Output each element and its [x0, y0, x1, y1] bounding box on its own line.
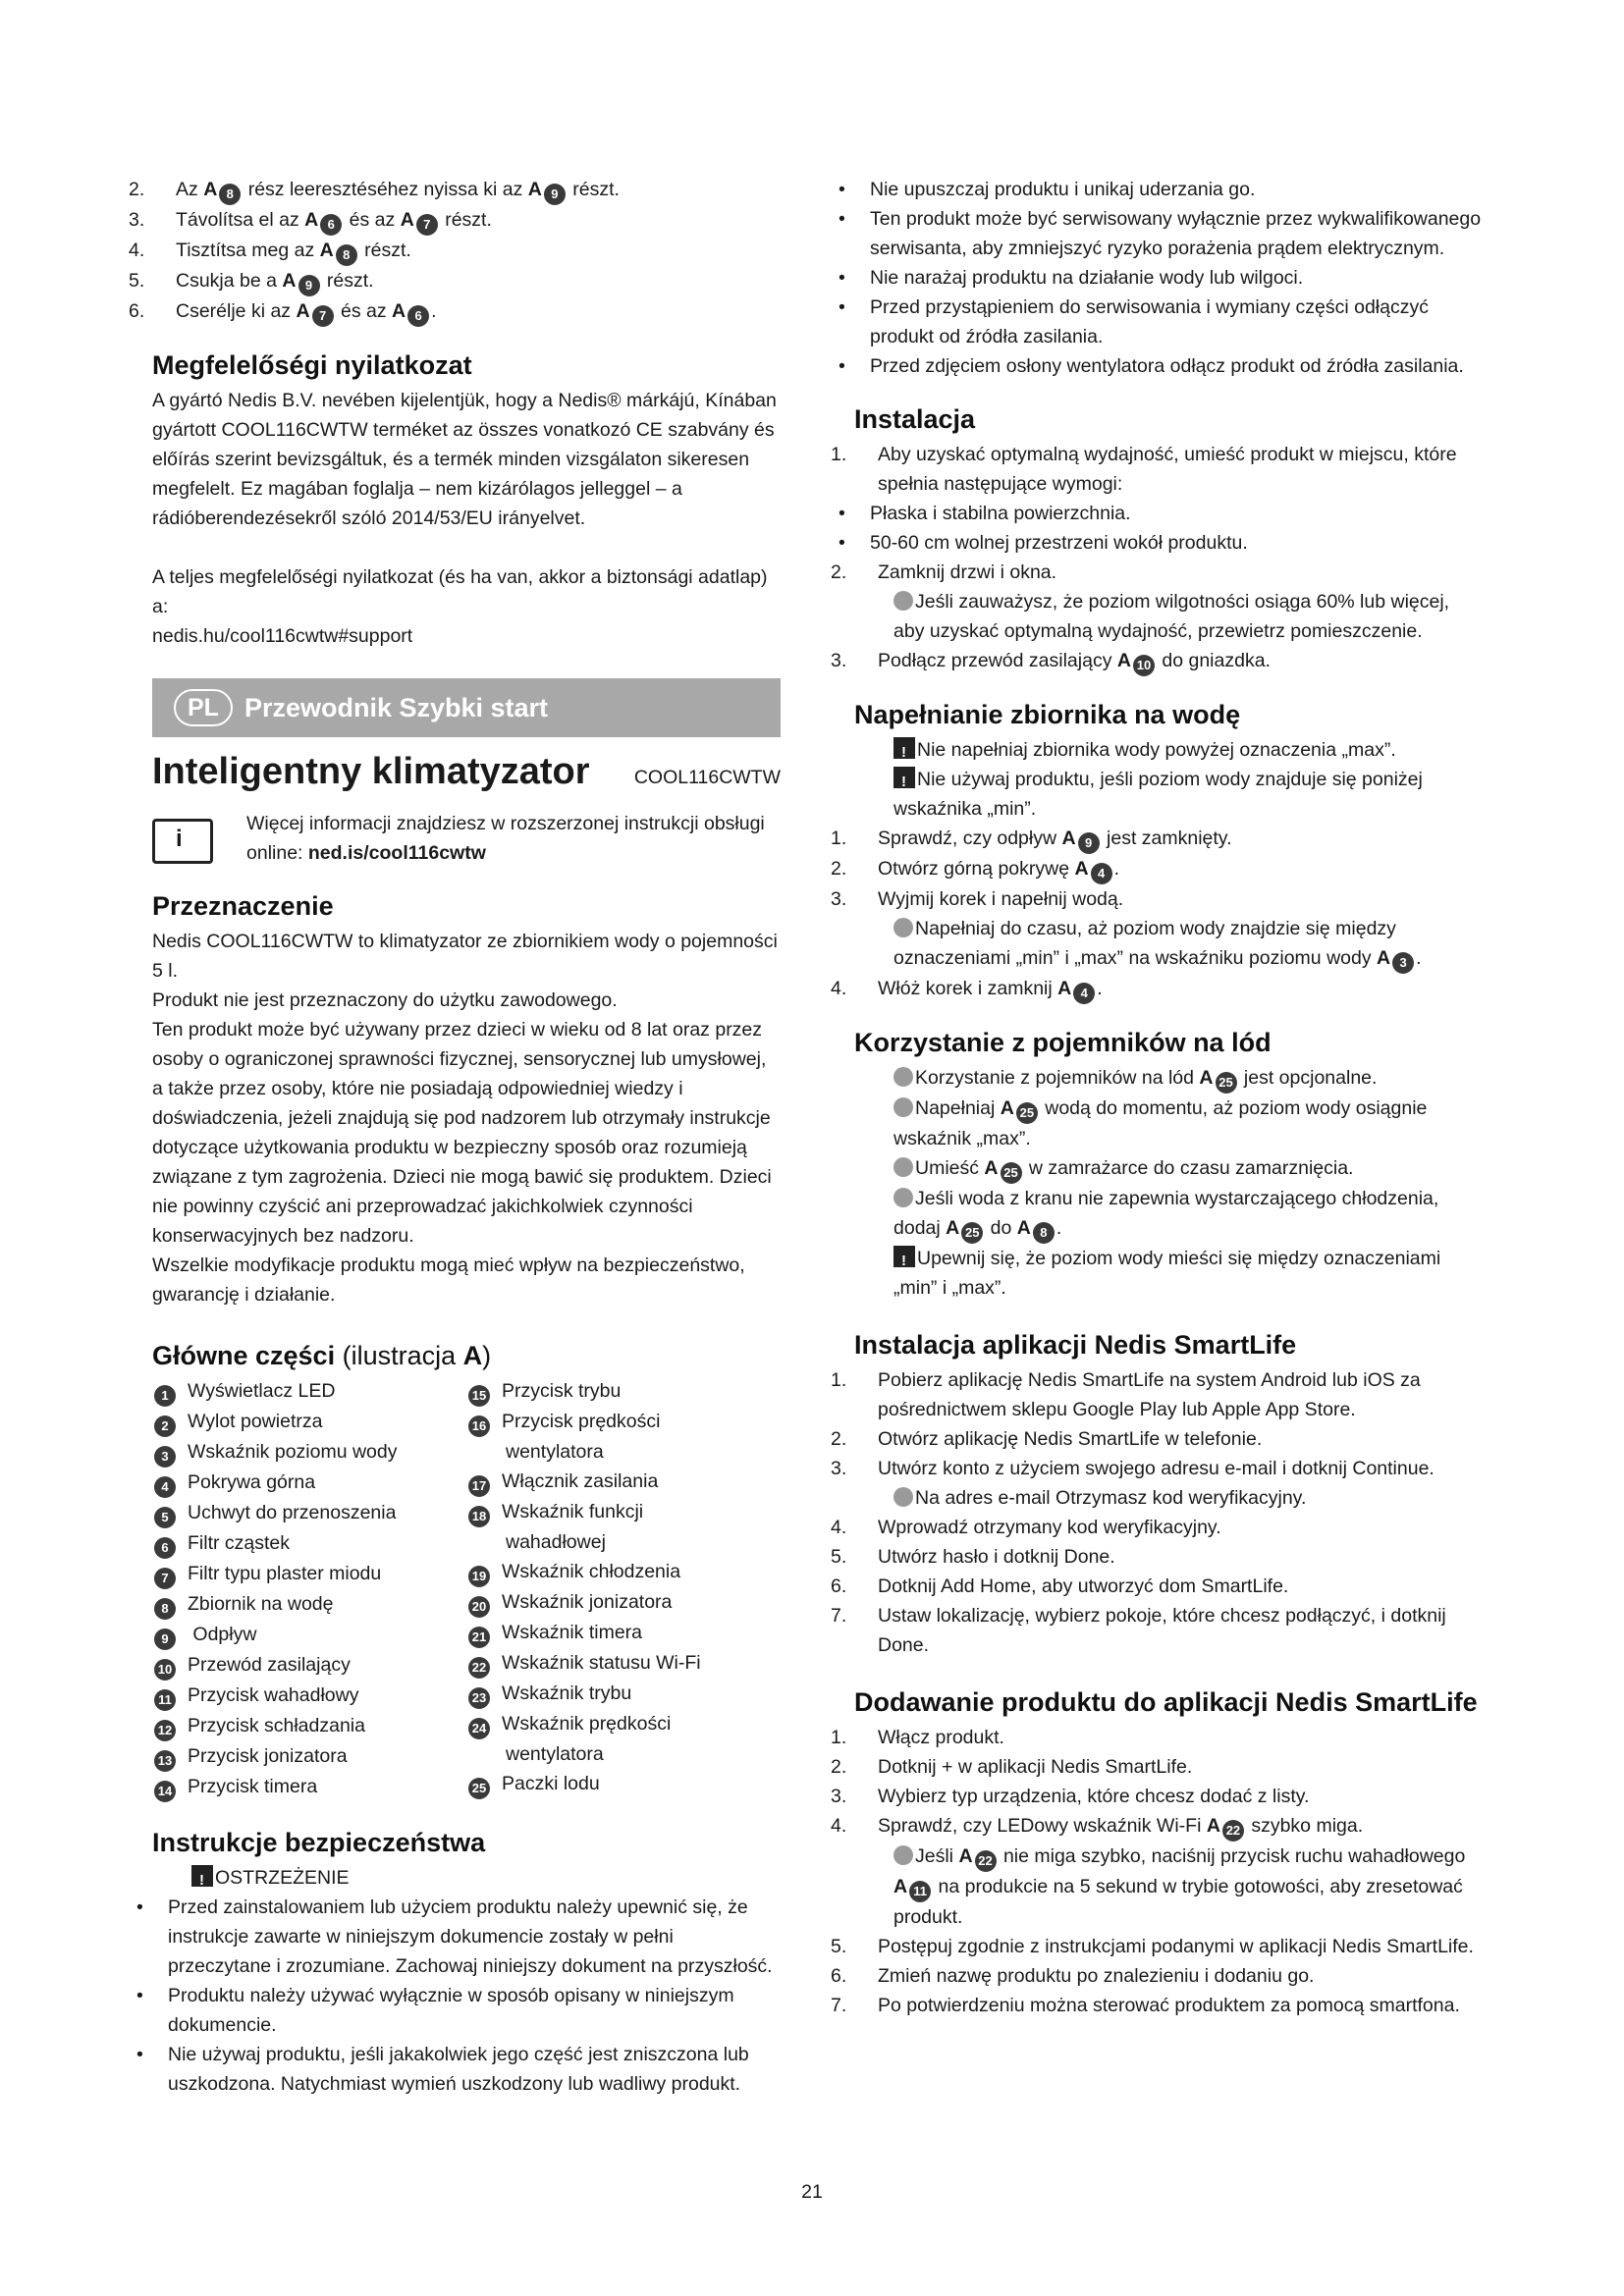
list-item: 2. Az A 8 rész leeresztéséhez nyissa ki az A 9 részt.	[152, 175, 781, 205]
safety-heading: Instrukcje bezpieczeństwa	[152, 1828, 486, 1857]
model-number: COOL116CWTW	[633, 767, 781, 788]
note: Jeśli zauważysz, że poziom wilgotności osiąga 60% lub więcej, aby uzyskać optymalną wydajność, przewietrz pomieszczenie.	[893, 591, 1450, 642]
right-column	[831, 175, 1483, 2020]
purpose-text: Wszelkie modyfikacje produktu mogą mieć wpływ na bezpieczeństwo, gwarancję i działanie.	[152, 1255, 745, 1306]
purpose-text: Nedis COOL116CWTW to klimatyzator ze zbiornikiem wody o pojemności 5 l.	[152, 931, 778, 982]
list-item: 1. Aby uzyskać optymalną wydajność, umieść produkt w miejscu, które spełnia następujące wymogi:	[831, 444, 1457, 495]
part-item-cont: wahadłowej	[506, 1531, 606, 1553]
note: Korzystanie z pojemników na lód A 25 jest opcjonalne.	[854, 1063, 1483, 1094]
purpose-heading: Przeznaczenie	[152, 891, 334, 921]
part-item: 12 Przycisk schładzania	[152, 1711, 466, 1741]
note: Napełniaj A 25 wodą do momentu, aż poziom wody osiągnie wskaźnik „max”.	[893, 1097, 1428, 1149]
part-number-icon: 4	[1073, 983, 1095, 1004]
part-number-icon: 25	[1001, 1162, 1022, 1184]
list-item: • Nie używaj produktu, jeśli jakakolwiek jego część jest zniszczona lub uszkodzona. Natychmiast wymień uszkodzony lub wadliwy produkt.	[152, 2040, 781, 2099]
part-number-icon: 9	[298, 275, 320, 296]
part-item: 11 Przycisk wahadłowy	[152, 1681, 466, 1711]
safety-list-cont	[854, 175, 1483, 381]
part-item: 14 Przycisk timera	[152, 1772, 466, 1802]
part-number-icon: 22	[1222, 1820, 1244, 1842]
list-item: 3. Távolítsa el az A 6 és az A 7 részt.	[152, 205, 781, 236]
list-item: 6. Dotknij Add Home, aby utworzyć dom SmartLife.	[831, 1575, 1289, 1597]
purpose-text: Produkt nie jest przeznaczony do użytku zawodowego.	[152, 989, 618, 1011]
part-number-icon: 5	[154, 1507, 176, 1528]
note-icon	[893, 1067, 913, 1087]
app-steps-2	[831, 1513, 1483, 1660]
parts-column-left	[152, 1376, 466, 1802]
part-item: 23 Wskaźnik trybu	[466, 1679, 781, 1709]
part-number-icon: 21	[468, 1627, 490, 1648]
note-icon	[893, 1845, 913, 1865]
list-item: • Płaska i stabilna powierzchnia.	[854, 499, 1483, 528]
part-item: 22 Wskaźnik statusu Wi-Fi	[466, 1648, 781, 1679]
part-number-icon: 15	[468, 1385, 490, 1407]
part-item: 2 Wylot powietrza	[152, 1407, 466, 1437]
part-item: 4 Pokrywa górna	[152, 1468, 466, 1498]
part-number-icon: 7	[416, 214, 438, 236]
note-icon	[893, 1157, 913, 1177]
part-item: 20 Wskaźnik jonizatora	[466, 1587, 781, 1618]
section-banner	[152, 678, 781, 737]
part-number-icon: 8	[219, 184, 241, 205]
part-number-icon: 14	[154, 1781, 176, 1802]
warning-label: !OSTRZEŻENIE	[152, 1863, 781, 1893]
part-item: 1 Wyświetlacz LED	[152, 1376, 466, 1407]
part-item: 8 Zbiornik na wodę	[152, 1589, 466, 1620]
part-item: 25 Paczki lodu	[466, 1769, 781, 1799]
list-item: 2. Zamknij drzwi i okna.	[831, 561, 1057, 583]
part-number-icon: 20	[468, 1596, 490, 1618]
title-row	[152, 751, 781, 793]
part-item: 6 Filtr cząstek	[152, 1528, 466, 1559]
purpose-text: Ten produkt może być używany przez dzieci w wieku od 8 lat oraz przez osoby o ograniczonej sprawności fizycznej, sensorycznej lub umysłowej, a także przez osoby, które nie posiadają odpowiedniej wiedzy i doświadczenia, jeżeli znajdują się pod nadzorem lub otrzymały instrukcje dotyczące użytkowania produktu w bezpieczny sposób oraz rozumieją związane z tym zagrożenia. Dzieci nie mogą bawić się produktem. Dzieci nie powinny czyścić ani przeprowadzać jakichkolwiek czynności konserwacyjnych bez nadzoru.	[152, 1019, 772, 1247]
list-item: 7. Po potwierdzeniu można sterować produktem za pomocą smartfona.	[831, 1995, 1460, 2016]
part-number-icon: 25	[1016, 1102, 1038, 1124]
add-heading: Dodawanie produktu do aplikacji Nedis SmartLife	[854, 1687, 1478, 1717]
part-number-icon: 10	[1133, 655, 1155, 676]
part-number-icon: 9	[544, 184, 566, 205]
list-item: 4. Sprawdź, czy LEDowy wskaźnik Wi-Fi A 22 szybko miga.	[854, 1811, 1483, 1842]
list-item: 6. Zmień nazwę produktu po znalezieniu i dodaniu go.	[831, 1965, 1315, 1987]
note-icon	[893, 591, 913, 611]
list-item: 4. Włóż korek i zamknij A 4 .	[854, 974, 1483, 1004]
part-number-icon: 7	[312, 305, 334, 327]
warning: !Nie używaj produktu, jeśli poziom wody znajduje się poniżej wskaźnika „min”.	[854, 765, 1483, 824]
warning-icon	[893, 767, 915, 788]
part-number-icon: 4	[154, 1476, 176, 1498]
note: Napełniaj do czasu, aż poziom wody znajdzie się między oznaczeniami „min” i „max” na wskaźniku poziomu wody A 3 .	[854, 914, 1483, 974]
add-steps-2	[831, 1932, 1483, 2020]
page-number: 21	[801, 2181, 823, 2203]
note: Jeśli woda z kranu nie zapewnia wystarczającego chłodzenia, dodaj A 25 do A 8 .	[854, 1184, 1483, 1244]
hu-steps	[129, 175, 781, 327]
part-item: 5 Uchwyt do przenoszenia	[152, 1498, 466, 1528]
list-item: 2. Otwórz górną pokrywę A 4 .	[854, 854, 1483, 884]
part-number-icon: 6	[320, 214, 342, 236]
part-number-icon: 17	[468, 1475, 490, 1497]
list-item: 2. Dotknij + w aplikacji Nedis SmartLife.	[831, 1756, 1193, 1778]
note-icon	[893, 1097, 913, 1117]
warning: !Nie napełniaj zbiornika wody powyżej oznaczenia „max”.	[854, 735, 1483, 765]
part-number-icon: 8	[1033, 1222, 1055, 1244]
list-item: 1. Włącz produkt.	[831, 1727, 1004, 1748]
part-number-icon: 8	[336, 244, 357, 266]
part-item: 16 Przycisk prędkości	[466, 1407, 781, 1437]
list-item: 4. Wprowadź otrzymany kod weryfikacyjny.	[831, 1517, 1221, 1538]
part-item: 24 Wskaźnik prędkości	[466, 1709, 781, 1739]
part-number-icon: 6	[154, 1537, 176, 1559]
conformity-heading: Megfelelőségi nyilatkozat	[152, 350, 472, 380]
info-text: Więcej informacji znajdziesz w rozszerzonej instrukcji obsługi online: ned.is/cool116cwtw	[246, 813, 765, 864]
part-number-icon: 13	[154, 1750, 176, 1772]
list-item: • Przed zainstalowaniem lub użyciem produktu należy upewnić się, że instrukcje zawarte w niniejszym dokumencie zostały w pełni przeczytane i zrozumiane. Zachowaj niniejszy dokument na przyszłość.	[152, 1893, 781, 1981]
list-item: 7. Ustaw lokalizację, wybierz pokoje, które chcesz podłączyć, i dotknij Done.	[831, 1605, 1446, 1656]
part-item-cont: wentylatora	[506, 1743, 604, 1765]
part-number-icon: 18	[468, 1506, 490, 1527]
part-number-icon: 23	[468, 1687, 490, 1709]
part-number-icon: 10	[154, 1659, 176, 1681]
part-item: 13 Przycisk jonizatora	[152, 1741, 466, 1772]
part-item: 17 Włącznik zasilania	[466, 1467, 781, 1497]
list-item: 3. Utwórz konto z użyciem swojego adresu e-mail i dotknij Continue.	[831, 1458, 1435, 1479]
conformity-text: A gyártó Nedis B.V. nevében kijelentjük, hogy a Nedis® márkájú, Kínában gyártott COOL116CWTW terméket az összes vonatkozó CE szabvány és előírás szerint bevizsgáltuk, és a termék minden vizsgálaton sikeresen megfelelt. Ez magában foglalja – nem kizárólagos jelleggel – a rádióberendezésekről szóló 2014/53/EU irányelvet.	[152, 390, 777, 529]
note-icon	[893, 918, 913, 937]
warning: !Upewnij się, że poziom wody mieści się między oznaczeniami „min” i „max”.	[854, 1244, 1483, 1303]
left-column	[129, 175, 781, 2099]
part-number-icon: 7	[154, 1568, 176, 1589]
safety-list	[152, 1893, 781, 2099]
install-heading: Instalacja	[854, 404, 976, 434]
list-item: • Przed zdjęciem osłony wentylatora odłącz produkt od źródła zasilania.	[854, 351, 1483, 381]
part-number-icon: 25	[1216, 1072, 1237, 1094]
part-item: 3 Wskaźnik poziomu wody	[152, 1437, 466, 1468]
info-link[interactable]: ned.is/cool116cwtw	[307, 842, 486, 864]
part-number-icon: 9	[1078, 832, 1100, 854]
part-number-icon: 11	[909, 1881, 931, 1902]
fill-heading: Napełnianie zbiornika na wodę	[854, 700, 1241, 729]
part-number-icon: 4	[1091, 863, 1112, 884]
list-item: 3. Wybierz typ urządzenia, które chcesz dodać z listy.	[831, 1786, 1310, 1807]
app-heading: Instalacja aplikacji Nedis SmartLife	[854, 1330, 1297, 1360]
part-number-icon: 22	[468, 1657, 490, 1679]
part-item: 15 Przycisk trybu	[466, 1376, 781, 1407]
info-manual-icon	[152, 819, 213, 864]
part-number-icon: 22	[975, 1850, 997, 1872]
part-item: 7 Filtr typu plaster miodu	[152, 1559, 466, 1589]
note-icon	[893, 1487, 913, 1507]
list-item: 5. Utwórz hasło i dotknij Done.	[831, 1546, 1115, 1568]
part-item: 10 Przewód zasilający	[152, 1650, 466, 1681]
note: Na adres e-mail Otrzymasz kod weryfikacyjny.	[854, 1483, 1483, 1513]
parts-list	[152, 1376, 781, 1802]
list-item: • Przed przystąpieniem do serwisowania i wymiany części odłączyć produkt od źródła zasilania.	[854, 293, 1483, 351]
part-item-cont: wentylatora	[506, 1441, 604, 1463]
warning-icon	[893, 1246, 915, 1267]
part-number-icon: 11	[154, 1689, 176, 1711]
parts-heading: Główne części (ilustracja A)	[152, 1341, 492, 1370]
warning-icon	[191, 1865, 213, 1887]
note: Umieść A 25 w zamrażarce do czasu zamarznięcia.	[854, 1153, 1483, 1184]
info-row	[152, 809, 781, 868]
list-item: 6. Cserélje ki az A 7 és az A 6 .	[152, 296, 781, 327]
part-number-icon: 2	[154, 1415, 176, 1437]
conformity-link[interactable]: nedis.hu/cool116cwtw#support	[152, 625, 413, 647]
add-steps	[831, 1723, 1483, 1842]
part-number-icon: 6	[407, 305, 429, 327]
app-steps	[831, 1365, 1483, 1483]
banner-title: Przewodnik Szybki start	[244, 692, 549, 722]
note-icon	[893, 1188, 913, 1207]
ice-heading: Korzystanie z pojemników na lód	[854, 1028, 1272, 1057]
part-item: 19 Wskaźnik chłodzenia	[466, 1557, 781, 1587]
list-item: 3. Wyjmij korek i napełnij wodą.	[831, 888, 1124, 910]
part-number-icon: 12	[154, 1720, 176, 1741]
part-number-icon: 8	[154, 1598, 176, 1620]
part-number-icon: 19	[468, 1566, 490, 1587]
part-number-icon: 25	[961, 1222, 983, 1244]
list-item: 5. Postępuj zgodnie z instrukcjami podanymi w aplikacji Nedis SmartLife.	[831, 1936, 1474, 1957]
list-item: 1. Pobierz aplikację Nedis SmartLife na system Android lub iOS za pośrednictwem sklepu Google Play lub Apple App Store.	[831, 1369, 1421, 1420]
page-title: Inteligentny klimatyzator	[152, 751, 590, 792]
part-item: 9 Odpływ	[152, 1620, 466, 1650]
conformity-text-2: A teljes megfelelőségi nyilatkozat (és ha van, akkor a biztonsági adatlap) a:	[152, 566, 768, 617]
list-item: 1. Sprawdź, czy odpływ A 9 jest zamknięty.	[854, 824, 1483, 854]
part-number-icon: 3	[154, 1446, 176, 1468]
list-item: 5. Csukja be a A 9 részt.	[152, 266, 781, 296]
list-item: • Nie narażaj produktu na działanie wody lub wilgoci.	[854, 263, 1483, 293]
list-item: 4. Tisztítsa meg az A 8 részt.	[152, 236, 781, 266]
part-item: 21 Wskaźnik timera	[466, 1618, 781, 1648]
part-number-icon: 3	[1392, 952, 1414, 974]
part-number-icon: 9	[154, 1629, 176, 1650]
list-item: • Nie upuszczaj produktu i unikaj uderzania go.	[854, 175, 1483, 204]
part-number-icon: 25	[468, 1778, 490, 1799]
list-item: 3. Podłącz przewód zasilający A 10 do gniazdka.	[854, 646, 1483, 676]
part-number-icon: 1	[154, 1385, 176, 1407]
part-item: 18 Wskaźnik funkcji	[466, 1497, 781, 1527]
list-item: • 50-60 cm wolnej przestrzeni wokół produktu.	[854, 528, 1483, 558]
part-number-icon: 24	[468, 1718, 490, 1739]
list-item: • Produktu należy używać wyłącznie w sposób opisany w niniejszym dokumencie.	[152, 1981, 781, 2040]
list-item: 2. Otwórz aplikację Nedis SmartLife w telefonie.	[831, 1428, 1263, 1450]
part-number-icon: 16	[468, 1415, 490, 1437]
list-item: • Ten produkt może być serwisowany wyłącznie przez wykwalifikowanego serwisanta, aby zmniejszyć ryzyko porażenia prądem elektrycznym.	[854, 204, 1483, 263]
warning-icon	[893, 737, 915, 759]
parts-column-right	[466, 1376, 781, 1802]
language-badge: PL	[174, 689, 233, 726]
note: Jeśli A 22 nie miga szybko, naciśnij przycisk ruchu wahadłowego A 11 na produkcie na 5 sekund w trybie gotowości, aby zresetować produkt.	[893, 1845, 1466, 1928]
